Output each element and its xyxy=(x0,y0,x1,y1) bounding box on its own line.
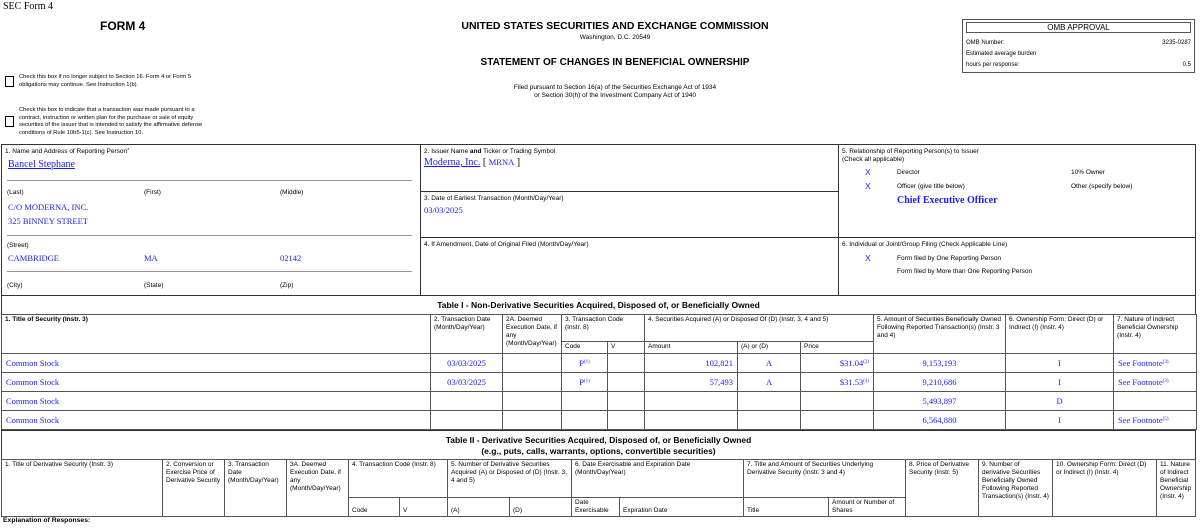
code-footnote: (1) xyxy=(583,360,590,365)
officer-label: Officer (give title below) xyxy=(897,183,965,190)
section16-line-1: Check this box if no longer subject to Section 16. Form 4 or Form 5 xyxy=(19,74,192,80)
amount xyxy=(645,411,738,430)
earliest-transaction-date: 03/03/2025 xyxy=(424,205,463,215)
t2-h5: 5. Number of Derivative Securities Acquired (A) or Disposed of (D) (Instr. 3, 4 and 5) xyxy=(448,460,572,498)
security-title: Common Stock xyxy=(2,354,431,373)
table-row xyxy=(2,373,1197,392)
earliest-transaction-label: 3. Date of Earliest Transaction (Month/Day/Year) xyxy=(424,195,564,202)
security-title: Common Stock xyxy=(2,411,431,430)
owned-following: 6,564,880 xyxy=(874,411,1006,430)
v-cell xyxy=(608,373,645,392)
issuer-label-and: and xyxy=(469,148,482,155)
form-title: FORM 4 xyxy=(100,19,146,33)
t2-h9: 9. Number of derivative Securities Beneficially Owned Following Reported Transaction(s) (Instr. 4) xyxy=(979,460,1053,517)
t1-h-v: V xyxy=(608,342,645,354)
table2-title: Table II - Derivative Securities Acquired, Disposed of, or Beneficially Owned xyxy=(445,435,752,445)
zip-value: 02142 xyxy=(280,253,302,263)
owned-following: 9,153,193 xyxy=(874,354,1006,373)
middle-label: (Middle) xyxy=(280,189,304,196)
state-value: MA xyxy=(144,253,158,263)
security-title: Common Stock xyxy=(2,392,431,411)
table2-grid xyxy=(1,459,1196,517)
acquired-disposed: A xyxy=(738,373,801,392)
name-divider xyxy=(7,180,412,181)
v-cell xyxy=(608,411,645,430)
ownership-form: D xyxy=(1006,392,1114,411)
ownership-form: I xyxy=(1006,411,1114,430)
reporting-person-label-text: 1. Name and Address of Reporting Person xyxy=(5,148,128,155)
plan-line-2: contract, instruction or written plan for the purchase or sale of equity xyxy=(19,114,194,121)
one-person-mark: X xyxy=(865,253,871,263)
t2-h3: 3. Transaction Date (Month/Day/Year) xyxy=(225,460,287,517)
table-row xyxy=(2,392,1197,411)
amount: 57,493 xyxy=(645,373,738,392)
ticker-bracket-open: [ xyxy=(482,157,487,168)
owned-following: 5,493,897 xyxy=(874,392,1006,411)
omb-number-row xyxy=(966,40,1191,46)
t2-h-expiration: Expiration Date xyxy=(620,498,744,517)
t1-h-ad: (A) or (D) xyxy=(738,342,801,354)
omb-hours-label: hours per response: xyxy=(966,62,1020,68)
omb-number-label: OMB Number: xyxy=(966,40,1005,46)
t2-h1: 1. Title of Derivative Security (Instr. 3) xyxy=(2,460,163,517)
v-cell xyxy=(608,392,645,411)
plan-line-3: securities of the issuer that is intended to satisfy the affirmative defense xyxy=(19,122,203,128)
t2-h4: 4. Transaction Code (Instr. 8) xyxy=(349,460,448,498)
deemed-date xyxy=(503,373,562,392)
code-footnote: (1) xyxy=(583,379,590,384)
plan-line-4: conditions of Rule 10b5-1(c). See Instruction 10. xyxy=(19,129,144,136)
t1-h-code: Code xyxy=(562,342,608,354)
amount xyxy=(645,392,738,411)
t1-h2: 2. Transaction Date (Month/Day/Year) xyxy=(431,315,503,354)
ownership-form: I xyxy=(1006,354,1114,373)
table1-title: Table I - Non-Derivative Securities Acquired, Disposed of, or Beneficially Owned xyxy=(1,295,1196,315)
t1-h3: 3. Transaction Code (Instr. 8) xyxy=(562,315,645,342)
section16-text xyxy=(19,74,191,89)
amount: 102,821 xyxy=(645,354,738,373)
explanation-heading: Explanation of Responses: xyxy=(3,517,91,524)
t2-h-date-exercisable: Date Exercisable xyxy=(572,498,620,517)
acquired-disposed: A xyxy=(738,354,801,373)
rule10b5-checkbox[interactable] xyxy=(5,116,14,127)
t2-h6: 6. Date Exercisable and Expiration Date (Month/Day/Year) xyxy=(572,460,744,498)
price xyxy=(801,411,874,430)
agency-name: UNITED STATES SECURITIES AND EXCHANGE COMMISSION xyxy=(461,20,769,32)
officer-mark: X xyxy=(865,181,871,191)
sec-form-label: SEC Form 4 xyxy=(3,1,54,12)
city-value: CAMBRIDGE xyxy=(8,253,60,263)
reporting-person-label xyxy=(5,148,129,155)
omb-title: OMB APPROVAL xyxy=(966,22,1191,33)
price-footnote: (2) xyxy=(863,360,870,365)
t2-h11: 11. Nature of Indirect Beneficial Ownership (Instr. 4) xyxy=(1157,460,1196,517)
t2-h-a: (A) xyxy=(448,498,510,517)
earliest-transaction-box xyxy=(420,191,839,238)
issuer-label-pre: 2. Issuer Name xyxy=(424,148,470,155)
deemed-date xyxy=(503,411,562,430)
t1-h-price: Price xyxy=(801,342,874,354)
code-value: P xyxy=(579,377,584,387)
city-divider xyxy=(7,271,412,272)
deemed-date xyxy=(503,354,562,373)
issuer-label xyxy=(424,148,555,155)
nature-value: See Footnote xyxy=(1118,358,1163,368)
first-label: (First) xyxy=(144,189,161,196)
t1-h4: 4. Securities Acquired (A) or Disposed Of (D) (Instr. 3, 4 and 5) xyxy=(645,315,874,342)
amendment-label: 4. If Amendment, Date of Original Filed (Month/Day/Year) xyxy=(424,241,589,248)
multi-person-label: Form filed by More than One Reporting Person xyxy=(897,268,1033,275)
t2-h-amount-shares: Amount or Number of Shares xyxy=(829,498,906,517)
t2-h3a: 3A. Deemed Execution Date, if any (Month/Day/Year) xyxy=(287,460,349,517)
omb-hours-value: 0.5 xyxy=(1182,62,1191,68)
issuer-line xyxy=(424,157,520,168)
t2-h7: 7. Title and Amount of Securities Underlying Derivative Security (Instr. 3 and 4) xyxy=(744,460,906,498)
table2-title-box xyxy=(1,430,1196,460)
address-divider xyxy=(7,235,412,236)
one-person-label: Form filed by One Reporting Person xyxy=(897,255,1002,262)
transaction-code xyxy=(562,411,608,430)
nature-value: See Footnote xyxy=(1118,415,1163,425)
code-value: P xyxy=(579,358,584,368)
t2-h2: 2. Conversion or Exercise Price of Derivative Security xyxy=(163,460,225,517)
t1-h1: 1. Title of Security (Instr. 3) xyxy=(2,315,431,354)
t2-h-d: (D) xyxy=(510,498,572,517)
t1-h7: 7. Nature of Indirect Beneficial Ownership (Instr. 4) xyxy=(1114,315,1197,354)
t1-h2a: 2A. Deemed Execution Date, if any (Month/Day/Year) xyxy=(503,315,562,354)
filed-line-1: Filed pursuant to Section 16(a) of the Securities Exchange Act of 1934 xyxy=(513,84,717,91)
transaction-date xyxy=(431,392,503,411)
transaction-date xyxy=(431,411,503,430)
price xyxy=(801,354,874,373)
relationship-box xyxy=(838,144,1196,238)
issuer-box xyxy=(420,144,839,192)
t2-h8: 8. Price of Derivative Security (Instr. 5) xyxy=(906,460,979,517)
nature-of-ownership xyxy=(1114,354,1197,373)
v-cell xyxy=(608,354,645,373)
security-title: Common Stock xyxy=(2,373,431,392)
omb-burden-label: Estimated average burden xyxy=(966,51,1037,57)
price-value: $31.53 xyxy=(839,377,864,387)
reporting-person-box xyxy=(1,144,421,296)
table1-header-row xyxy=(2,315,1197,342)
street-label: (Street) xyxy=(7,242,29,249)
filing-box xyxy=(838,237,1196,296)
relationship-label-1: 5. Relationship of Reporting Person(s) to Issuer xyxy=(842,148,979,155)
table2-header-row xyxy=(2,460,1196,498)
officer-title: Chief Executive Officer xyxy=(897,195,998,206)
omb-number-value: 3235-0287 xyxy=(1162,40,1191,46)
nature-of-ownership xyxy=(1114,373,1197,392)
section16-checkbox[interactable] xyxy=(5,76,14,87)
t2-h-title: Title xyxy=(744,498,829,517)
zip-label: (Zip) xyxy=(280,282,294,289)
transaction-code xyxy=(562,373,608,392)
nature-of-ownership xyxy=(1114,392,1197,411)
acquired-disposed xyxy=(738,411,801,430)
transaction-code xyxy=(562,354,608,373)
omb-approval-box xyxy=(962,19,1195,73)
filing-label: 6. Individual or Joint/Group Filing (Check Applicable Line) xyxy=(842,241,1008,248)
plan-line-1: Check this box to indicate that a transaction was made pursuant to a xyxy=(19,107,195,113)
city-label: (City) xyxy=(7,282,23,289)
nature-value: See Footnote xyxy=(1118,377,1163,387)
filed-line-2: or Section 30(h) of the Investment Company Act of 1940 xyxy=(534,92,696,99)
nature-footnote: (3) xyxy=(1162,379,1169,384)
owned-following: 9,210,686 xyxy=(874,373,1006,392)
director-mark: X xyxy=(865,167,871,177)
ten-percent-owner-label: 10% Owner xyxy=(1071,169,1105,176)
transaction-date: 03/03/2025 xyxy=(431,354,503,373)
reporting-person-label-mark: * xyxy=(127,148,130,154)
issuer-label-post: Ticker or Trading Symbol xyxy=(481,148,556,155)
ownership-form: I xyxy=(1006,373,1114,392)
nature-footnote: (3) xyxy=(1162,360,1169,365)
t1-h6: 6. Ownership Form: Direct (D) or Indirect (I) (Instr. 4) xyxy=(1006,315,1114,354)
t1-h-amount: Amount xyxy=(645,342,738,354)
rule10b5-text xyxy=(19,107,202,137)
table-row xyxy=(2,354,1197,373)
nature-of-ownership xyxy=(1114,411,1197,430)
t1-h5: 5. Amount of Securities Beneficially Owned Following Reported Transaction(s) (Instr. 3 and 4) xyxy=(874,315,1006,354)
section16-line-2: obligations may continue. See Instruction 1(b). xyxy=(19,81,139,88)
transaction-date: 03/03/2025 xyxy=(431,373,503,392)
table1-grid xyxy=(1,314,1197,430)
statement-title: STATEMENT OF CHANGES IN BENEFICIAL OWNERSHIP xyxy=(480,57,750,68)
omb-burden-row xyxy=(966,51,1191,57)
t2-h10: 10. Ownership Form: Direct (D) or Indirect (I) (Instr. 4) xyxy=(1053,460,1157,517)
table2-subtitle: (e.g., puts, calls, warrants, options, convertible securities) xyxy=(481,446,716,456)
amendment-box xyxy=(420,237,839,296)
director-label: Director xyxy=(897,169,920,176)
ticker-bracket-close: ] xyxy=(516,157,521,168)
address-line-1: C/O MODERNA, INC. xyxy=(8,202,89,212)
last-label: (Last) xyxy=(7,189,24,196)
nature-footnote: (5) xyxy=(1162,417,1169,422)
address-line-2: 325 BINNEY STREET xyxy=(8,216,88,226)
relationship-label-2: (Check all applicable) xyxy=(842,156,905,163)
agency-location: Washington, D.C. 20549 xyxy=(579,34,651,41)
transaction-code xyxy=(562,392,608,411)
omb-hours-row xyxy=(966,62,1191,68)
acquired-disposed xyxy=(738,392,801,411)
price xyxy=(801,373,874,392)
reporting-person-name-link[interactable]: Bancel Stephane xyxy=(8,159,75,170)
other-label: Other (specify below) xyxy=(1071,183,1133,190)
t2-h-v: V xyxy=(400,498,448,517)
price-value: $31.04 xyxy=(839,358,864,368)
price-footnote: (4) xyxy=(863,379,870,384)
price xyxy=(801,392,874,411)
deemed-date xyxy=(503,392,562,411)
state-label: (State) xyxy=(144,282,164,289)
issuer-name-link[interactable]: Moderna, Inc. xyxy=(424,157,481,168)
ticker-symbol: MRNA xyxy=(488,157,515,167)
table-row xyxy=(2,411,1197,430)
t2-h-code: Code xyxy=(349,498,400,517)
